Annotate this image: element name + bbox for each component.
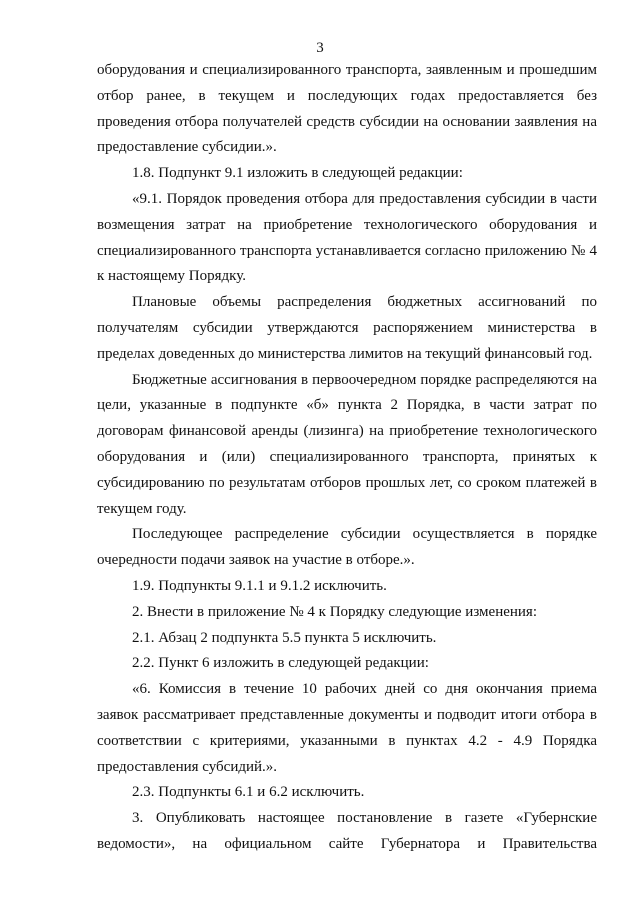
paragraph-quote-9-1: «9.1. Порядок проведения отбора для предоставления субсидии в части возмещения затрат на приобретение технологического оборудования и специализированного транспорта устанавливается согласно приложению № 4 к настоящему Порядку. (97, 190, 597, 285)
document-body (97, 58, 597, 858)
paragraph-subsequent-distribution: Последующее распределение субсидии осуществляется в порядке очередности подачи заявок на участие в отборе.». (97, 526, 597, 569)
page-number: 3 (316, 40, 324, 56)
paragraph-item-3: 3. Опубликовать настоящее постановление в газете «Губернские ведомости», на официальном сайте Губернатора и Правительства (97, 810, 597, 852)
paragraph-item-1-9: 1.9. Подпункты 9.1.1 и 9.1.2 исключить. (132, 577, 387, 594)
paragraph-item-2-2: 2.2. Пункт 6 изложить в следующей редакции: (132, 655, 429, 672)
paragraph-item-2-3: 2.3. Подпункты 6.1 и 6.2 исключить. (132, 784, 365, 801)
paragraph-item-2-1: 2.1. Абзац 2 подпункта 5.5 пункта 5 исключить. (132, 629, 437, 646)
paragraph-continuation: оборудования и специализированного транспорта, заявленным и прошедшим отбор ранее, в текущем и последующих годах предоставляется без проведения отбора получателей средств субсидии на основании заявления на предоставление субсидии.». (97, 62, 597, 156)
paragraph-item-2: 2. Внести в приложение № 4 к Порядку следующие изменения: (132, 603, 537, 620)
paragraph-budget-allocations: Бюджетные ассигнования в первоочередном порядке распределяются на цели, указанные в подпункте «б» пункта 2 Порядка, в части затрат по договорам финансовой аренды (лизинга) на приобретение технологического оборудования и (или) специализированного транспорта, принятых к субсидированию по результатам отборов прошлых лет, со сроком платежей в текущем году. (97, 371, 597, 517)
paragraph-item-1-8: 1.8. Подпункт 9.1 изложить в следующей редакции: (132, 165, 463, 182)
paragraph-quote-6: «6. Комиссия в течение 10 рабочих дней со дня окончания приема заявок рассматривает представленные документы и подводит итоги отбора в соответствии с критериями, указанными в пунктах 4.2 - 4.9 Порядка предоставления субсидий.». (97, 681, 597, 775)
paragraph-planned-volumes: Плановые объемы распределения бюджетных ассигнований по получателям субсидии утверждаются распоряжением министерства в пределах доведенных до министерства лимитов на текущий финансовый год. (97, 294, 597, 362)
